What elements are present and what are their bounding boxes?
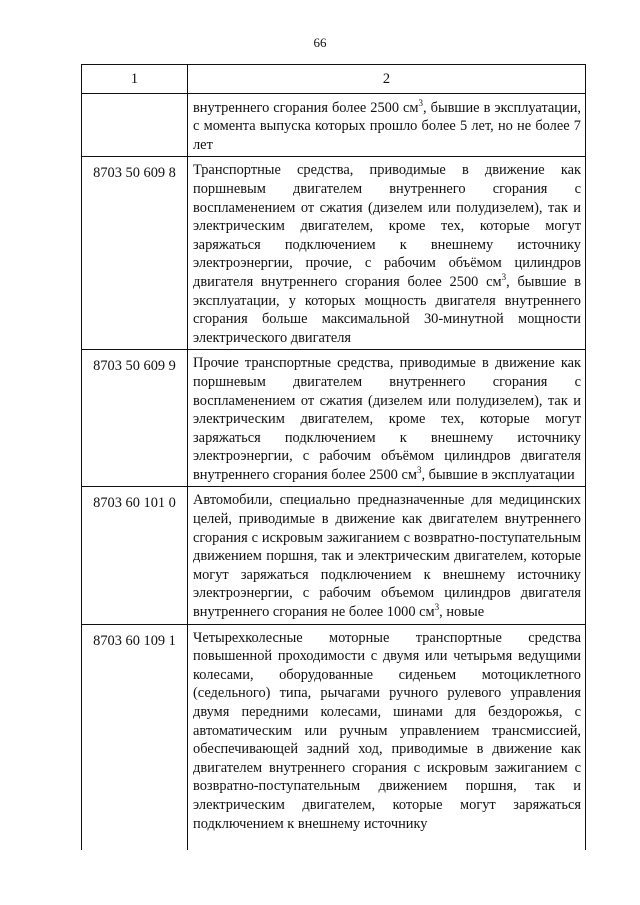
page-number: 66 bbox=[313, 35, 327, 50]
tariff-code-cell bbox=[82, 93, 188, 157]
description-text-tail: , новые bbox=[439, 604, 485, 621]
tariff-code-cell: 8703 50 609 8 bbox=[82, 157, 188, 350]
superscript: 3 bbox=[501, 272, 507, 283]
table-row bbox=[82, 487, 586, 624]
table-row bbox=[82, 93, 586, 157]
description-text-tail: , бывшие в эксплуатации bbox=[421, 466, 575, 483]
column-header-1: 1 bbox=[82, 65, 188, 94]
table-row bbox=[82, 350, 586, 487]
description-text-tail: , бывшие в эксплуатации, с момента выпуска которых прошло более 5 лет, но не более 7 лет bbox=[193, 99, 582, 153]
column-header-2: 2 bbox=[188, 65, 586, 94]
description-cell bbox=[188, 624, 586, 850]
description-text: Автомобили, специально предназначенные для медицинских целей, приводимые в движение как двигателем внутреннего сгорания с искровым зажиганием с возвратно-поступательным движением поршня, так и электрическим двигателем, которые могут заряжаться подключением к внешнему источнику электроэнергии, с рабочим объемом цилиндров двигателя внутреннего сгорания не более 1000 см bbox=[193, 492, 581, 621]
table-row bbox=[82, 624, 586, 850]
description-cell bbox=[188, 157, 586, 350]
tariff-code-cell: 8703 50 609 9 bbox=[82, 350, 188, 487]
description-text-tail: , бывшие в эксплуатации, у которых мощность двигателя внутреннего сгорания больше максимальной 30-минутной мощности электрического двигателя bbox=[193, 273, 581, 346]
tariff-code-table bbox=[81, 64, 586, 850]
table-row bbox=[82, 157, 586, 350]
description-text: Прочие транспортные средства, приводимые в движение как поршневым двигателем внутреннего сгорания с воспламенением от сжатия (дизелем или полудизелем), так и электрическим двигателем, кроме тех, которые могут заряжаться подключением к внешнему источнику электроэнергии, с рабочим объёмом цилиндров двигателя внутреннего сгорания более 2500 см bbox=[193, 355, 581, 483]
description-text: Четырехколесные моторные транспортные средства повышенной проходимости с двумя или четырьмя ведущими колесами, оборудованные сиденьем мотоциклетного (седельного) типа, рычагами ручного рулевого управления двумя передними колесами, шинами для бездорожья, с автоматическим или ручным управлением трансмиссией, обеспечивающей задний ход, приводимые в движение как двигателем внутреннего сгорания с искровым зажиганием с возвратно-поступательным движением поршня, так и электрическим двигателем, которые могут заряжаться подключением к внешнему источнику bbox=[193, 629, 581, 832]
description-text: Транспортные средства, приводимые в движение как поршневым двигателем внутреннего сгорания с воспламенением от сжатия (дизелем или полудизелем), так и электрическим двигателем, кроме тех, которые могут заряжаться подключением к внешнему источнику электроэнергии, прочие, с рабочим объёмом цилиндров двигателя внутреннего сгорания более 2500 см bbox=[193, 162, 581, 290]
tariff-code-cell: 8703 60 109 1 bbox=[82, 624, 188, 850]
superscript: 3 bbox=[416, 465, 422, 476]
superscript: 3 bbox=[418, 97, 424, 108]
description-text: внутреннего сгорания более 2500 см bbox=[193, 99, 419, 116]
description-cell bbox=[188, 93, 586, 157]
description-cell bbox=[188, 487, 586, 624]
description-cell bbox=[188, 350, 586, 487]
tariff-code-cell: 8703 60 101 0 bbox=[82, 487, 188, 624]
table-header-row bbox=[82, 65, 586, 94]
superscript: 3 bbox=[434, 602, 440, 613]
